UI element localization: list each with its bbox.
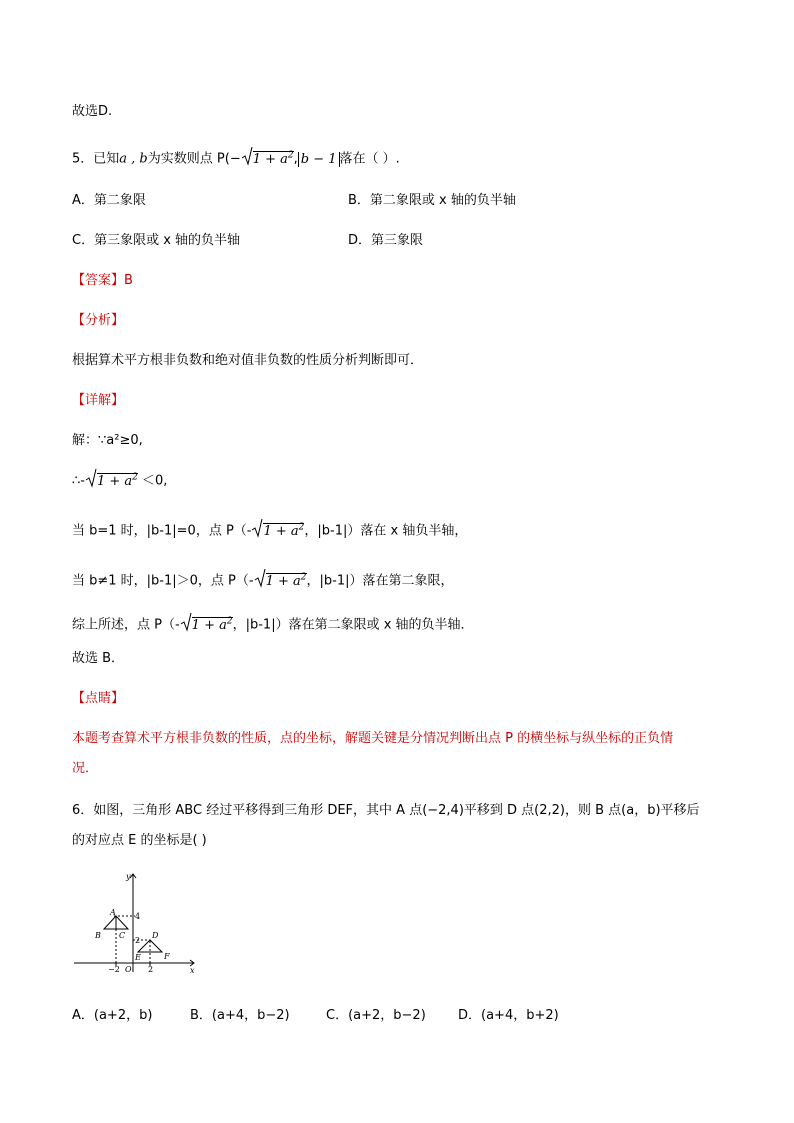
point-d-label: D xyxy=(152,931,159,940)
q5-option-d: D．第三象限 xyxy=(348,233,424,248)
point-b-label: B xyxy=(95,931,101,940)
sqrt-icon xyxy=(251,518,263,544)
question-6-line-1: 6．如图，三角形 ABC 经过平移得到三角形 DEF，其中 A 点(−2,4)平移到 D 点(2,2)，则 B 点(a，b)平移后 xyxy=(72,803,700,818)
point-e-label: E xyxy=(135,953,141,962)
x-axis-label: x xyxy=(190,966,195,975)
comment-heading: 【点睛】 xyxy=(72,691,125,706)
solution-line-4: 当 b≠1 时，|b-1|＞0，点 P（- $1 + a^2$，|b-1|）落在第二象限， xyxy=(72,568,454,594)
solution-line-3: 当 b=1 时，|b-1|=0，点 P（- $1 + a^2$，|b-1|）落在 x 轴负半轴， xyxy=(72,518,467,544)
point-c-label: C xyxy=(119,931,126,940)
tick-2x-label: 2 xyxy=(148,965,154,974)
comment-line-1: 本题考查算术平方根非负数的性质，点的坐标，解题关键是分情况判断出点 P 的横坐标与纵坐标的正负情 xyxy=(72,731,674,746)
analysis-heading: 【分析】 xyxy=(72,313,125,328)
answer-value: B xyxy=(124,273,133,288)
q6-option-a: A．(a+2，b) xyxy=(72,1008,153,1023)
solution-line-5: 综上所述，点 P（- $1 + a^2$，|b-1|）落在第二象限或 x 轴的负半轴． xyxy=(72,612,474,638)
point-f-label: F xyxy=(164,952,170,961)
comment-line-2: 况． xyxy=(72,761,99,776)
q6-option-c: C．(a+2，b−2) xyxy=(326,1008,426,1023)
sqrt-icon xyxy=(241,146,253,172)
sqrt-icon xyxy=(85,468,97,494)
q5-suffix: 落在（ ）. xyxy=(339,151,400,167)
answer-section xyxy=(72,272,133,290)
radicand: $1 + a^2$ xyxy=(96,472,138,489)
question-5-stem: 5．已知a , b为实数则点 $P(- 1 + a^2$, b − 1 落在（ ）. xyxy=(72,146,400,172)
sqrt-icon xyxy=(254,568,266,594)
q5-abs: b − 1 xyxy=(298,152,340,167)
q6-option-d: D．(a+4，b+2) xyxy=(458,1008,559,1023)
q6-option-b: B．(a+4，b−2) xyxy=(190,1008,290,1023)
tick-4-label: 4 xyxy=(135,912,141,921)
q5-prefix: 5．已知 xyxy=(72,151,120,167)
q5-ab: a , b xyxy=(119,151,148,167)
minus-sign: − xyxy=(229,151,241,167)
tick-2y-label: 2 xyxy=(135,936,141,945)
origin-label: O xyxy=(125,965,132,974)
radicand: $1 + a^2$ xyxy=(265,572,307,589)
detail-heading: 【详解】 xyxy=(72,393,125,408)
y-axis-label: y xyxy=(126,872,131,881)
q5-mid: 为实数则点 P( xyxy=(147,151,230,167)
q5-radicand: $1 + a^2$ xyxy=(252,150,294,167)
tick-neg2-label: −2 xyxy=(108,965,120,974)
question-6-line-2: 的对应点 E 的坐标是( ) xyxy=(72,833,207,848)
sqrt-icon xyxy=(180,612,192,638)
point-a-label: A xyxy=(110,908,116,917)
radicand: $1 + a^2$ xyxy=(191,616,233,633)
q5-option-c: C．第三象限或 x 轴的负半轴 xyxy=(72,233,241,248)
radicand: $1 + a^2$ xyxy=(263,522,305,539)
q5-option-b: B．第二象限或 x 轴的负半轴 xyxy=(348,193,516,208)
solution-line-1: 解：∵a²≥0, xyxy=(72,433,143,448)
prev-answer-line: 故选D. xyxy=(72,104,113,119)
answer-heading: 【答案】 xyxy=(72,273,125,288)
solution-line-6: 故选 B． xyxy=(72,651,125,666)
analysis-text: 根据算术平方根非负数和绝对值非负数的性质分析判断即可． xyxy=(72,353,424,368)
translation-figure xyxy=(72,868,202,978)
solution-line-2: ∴- $1 + a^2 <0$, xyxy=(72,468,167,494)
q5-option-a: A．第二象限 xyxy=(72,193,146,208)
